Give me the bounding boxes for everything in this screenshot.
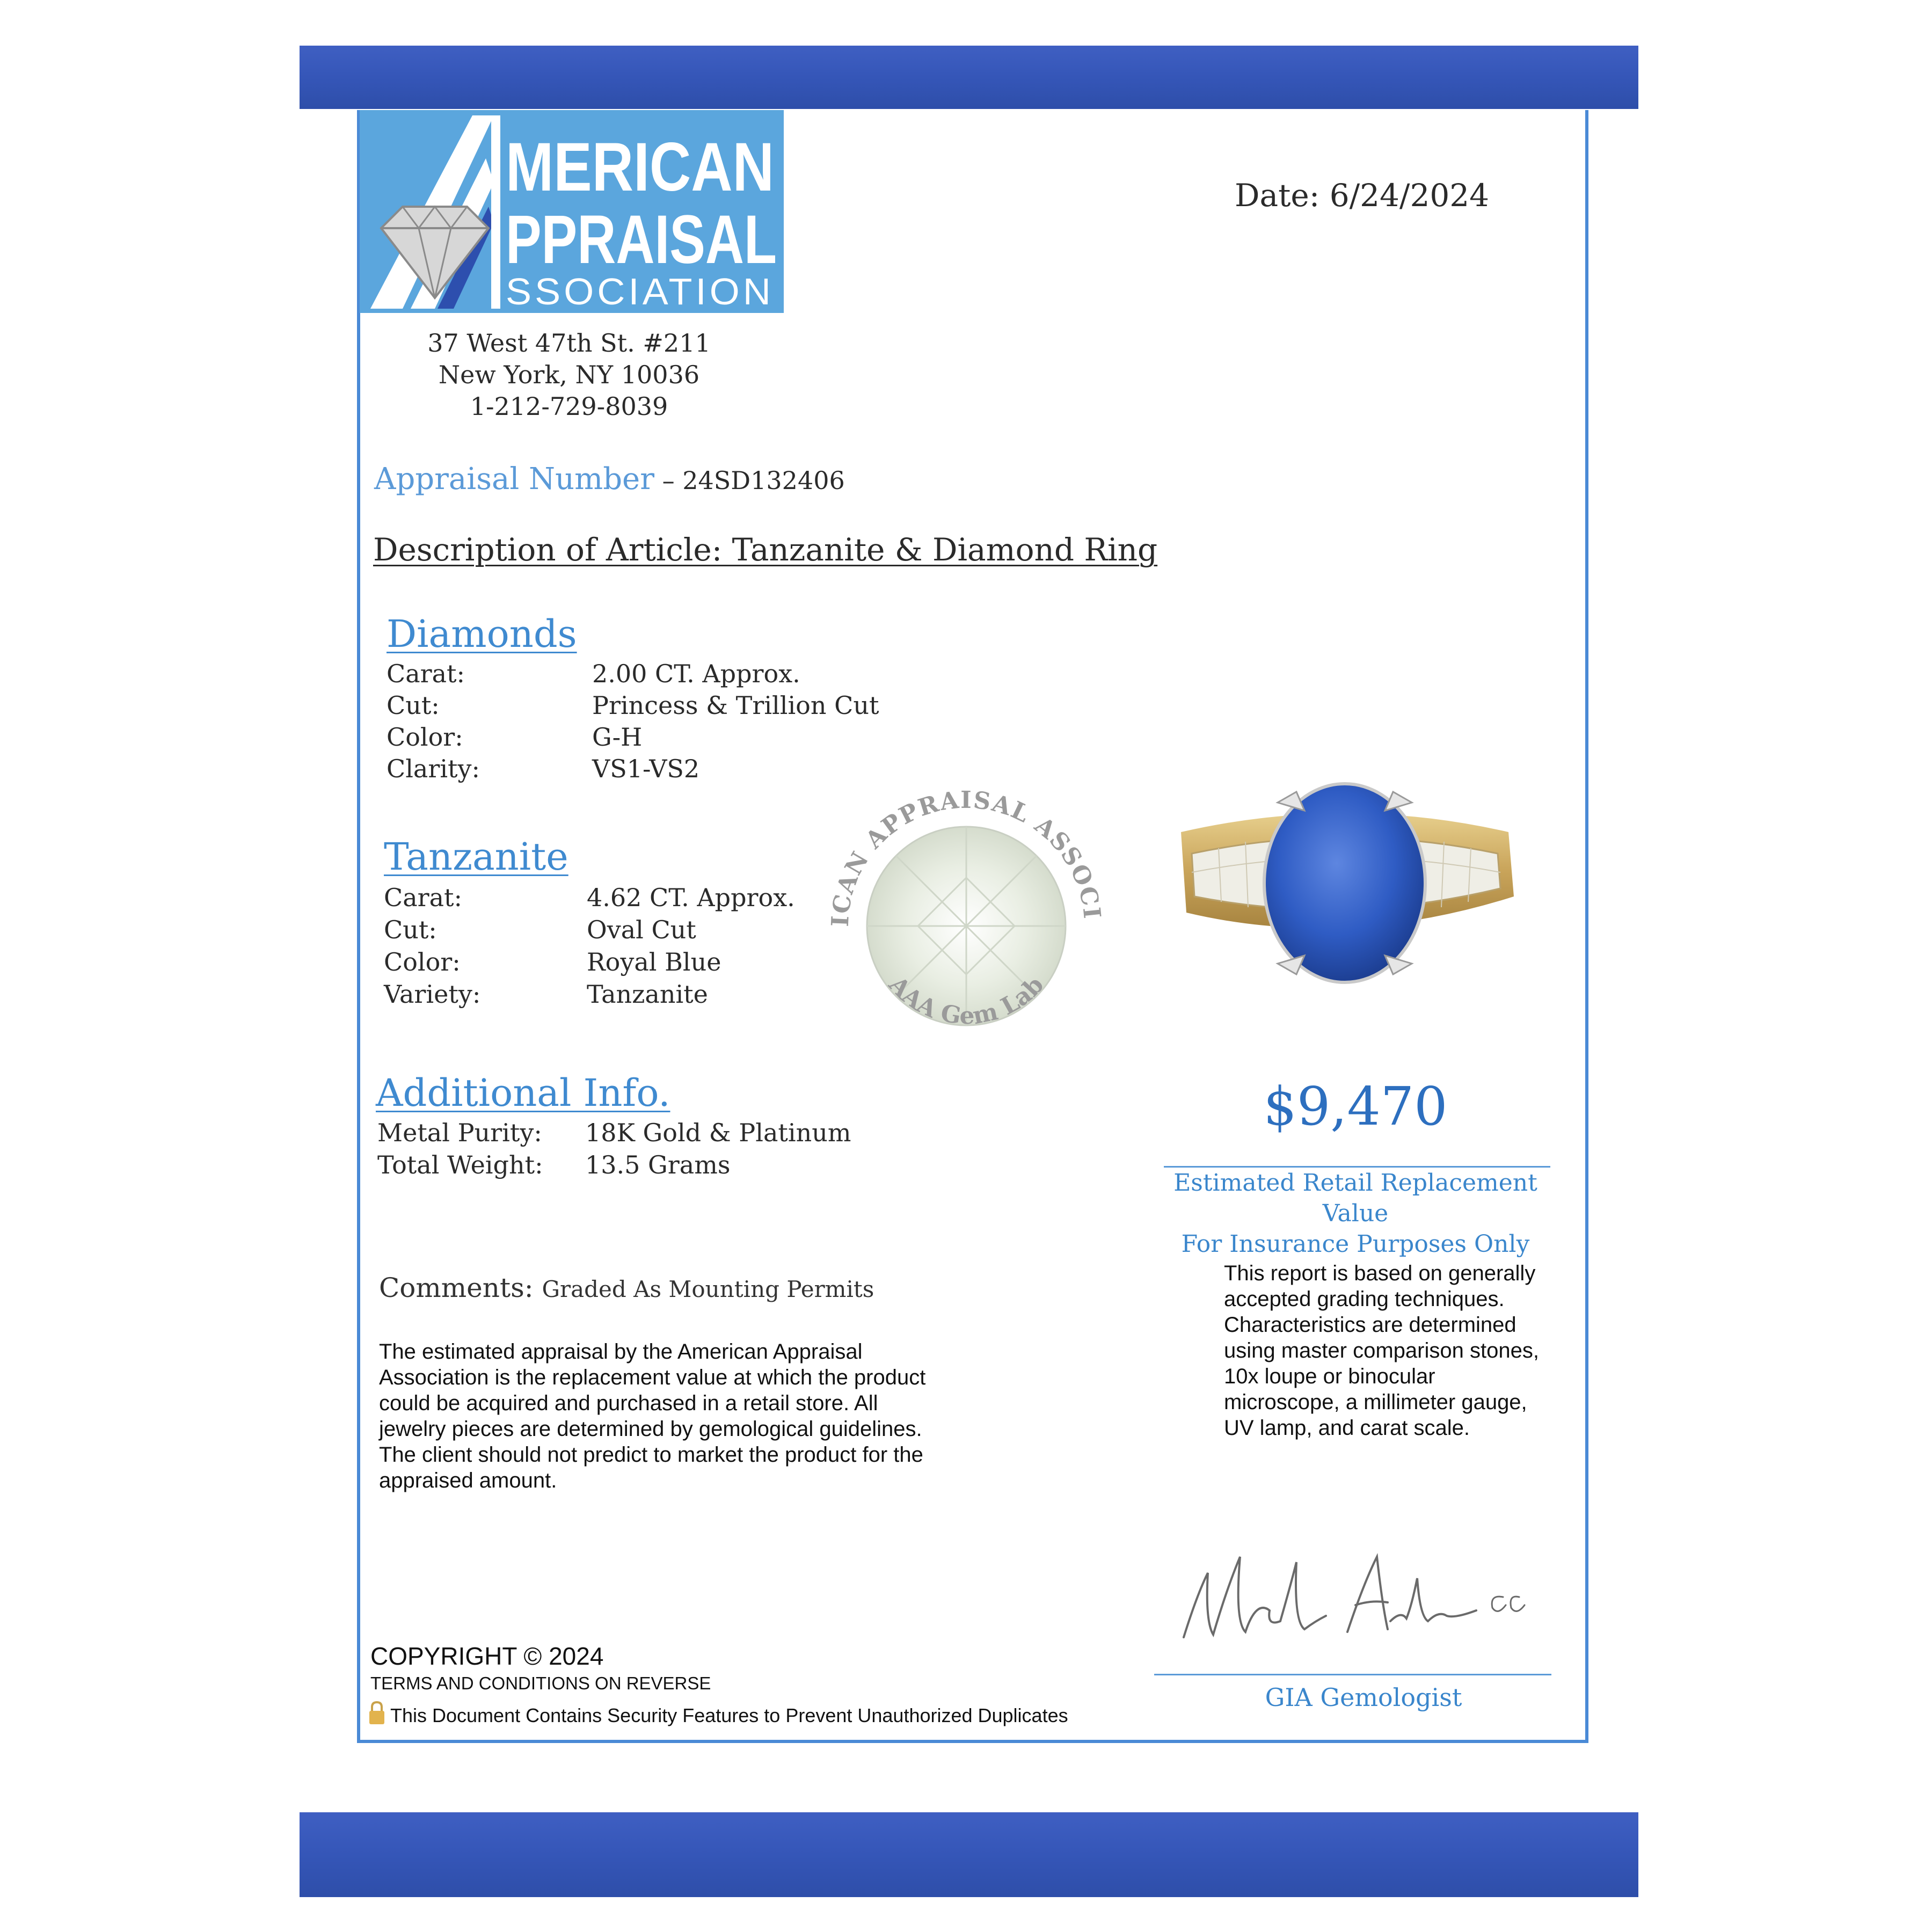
gia-gemologist-label: GIA Gemologist [1265, 1683, 1462, 1712]
date: Date: 6/24/2024 [1235, 177, 1490, 214]
logo-line3: SSOCIATION [506, 271, 774, 312]
terms-notice: TERMS AND CONDITIONS ON REVERSE [370, 1673, 711, 1693]
diamonds-heading: Diamonds [387, 612, 577, 656]
comments-label: Comments: [379, 1272, 534, 1303]
security-notice [368, 1701, 1068, 1730]
seal-bottom-text: AAA Gem Lab [883, 971, 1049, 1030]
address-line1: 37 West 47th St. #211 [427, 329, 711, 358]
lock-icon [368, 1701, 386, 1730]
appraisal-number [374, 462, 845, 497]
tanzanite-variety-label: Variety: [384, 980, 481, 1009]
diamond-cut-label: Cut: [387, 691, 440, 720]
metal-purity-label: Metal Purity: [377, 1118, 542, 1147]
diamond-carat-value: 2.00 CT. Approx. [592, 659, 800, 688]
gemologist-signature [1176, 1541, 1541, 1648]
copyright: COPYRIGHT © 2024 [370, 1642, 604, 1670]
metal-purity-value: 18K Gold & Platinum [585, 1118, 851, 1147]
seal-top-text: ICAN APPRAISAL ASSOCI [826, 786, 1106, 928]
address-block [376, 327, 762, 422]
aaa-logo [360, 110, 784, 313]
tanzanite-color-label: Color: [384, 947, 461, 976]
tanzanite-carat-value: 4.62 CT. Approx. [587, 883, 795, 912]
total-weight-value: 13.5 Grams [585, 1150, 731, 1179]
security-text: This Document Contains Security Features to Prevent Unauthorized Duplicates [390, 1704, 1068, 1726]
tanzanite-ring-photo [1170, 773, 1519, 1004]
diamond-cut-value: Princess & Trillion Cut [592, 691, 879, 720]
logo-line2: PPRAISAL [506, 201, 777, 278]
tanzanite-carat-label: Carat: [384, 883, 463, 912]
signature-rule [1154, 1674, 1551, 1675]
logo-line1: MERICAN [506, 129, 774, 206]
bottom-blue-band [300, 1812, 1638, 1897]
diamond-carat-label: Carat: [387, 659, 465, 688]
address-line3: 1-212-729-8039 [470, 392, 668, 421]
grading-report-note: This report is based on generally accepted grading techniques. Characteristics are determined using master comparison stones, 10x loupe or binocular microscope, a millimeter gauge, UV lamp, and carat scale. [1224, 1262, 1539, 1440]
appraised-price: $9,470 [1263, 1076, 1448, 1138]
tanzanite-cut-label: Cut: [384, 915, 437, 944]
tanzanite-gem-icon [1264, 784, 1425, 982]
estimated-value-caption [1154, 1168, 1557, 1259]
appraisal-number-label: Appraisal Number [374, 462, 654, 497]
tanzanite-heading: Tanzanite [384, 835, 568, 879]
estimated-line1: Estimated Retail Replacement Value [1173, 1169, 1537, 1227]
diamond-color-label: Color: [387, 723, 463, 752]
top-blue-band [300, 46, 1638, 109]
appraisal-disclaimer: The estimated appraisal by the American Appraisal Association is the replacement value at which the product could be acquired and purchased in a retail store. All jewelry pieces are determined by gemological guidelines. The client should not predict to market the product for the appraised amount. [379, 1340, 926, 1492]
diamond-clarity-value: VS1-VS2 [592, 754, 700, 783]
appraisal-number-value: – 24SD132406 [654, 466, 845, 495]
additional-info-heading: Additional Info. [376, 1071, 670, 1115]
diamond-color-value: G-H [592, 723, 643, 752]
address-line2: New York, NY 10036 [438, 360, 700, 389]
total-weight-label: Total Weight: [377, 1150, 543, 1179]
diamond-clarity-label: Clarity: [387, 754, 480, 783]
estimated-line2: For Insurance Purposes Only [1181, 1230, 1530, 1258]
tanzanite-cut-value: Oval Cut [587, 915, 696, 944]
tanzanite-variety-value: Tanzanite [587, 980, 708, 1009]
comments [379, 1272, 874, 1303]
comments-value: Graded As Mounting Permits [542, 1276, 874, 1302]
article-description: Description of Article: Tanzanite & Diamond Ring [373, 531, 1158, 568]
aaa-gem-lab-seal [811, 770, 1122, 1082]
tanzanite-color-value: Royal Blue [587, 947, 721, 976]
